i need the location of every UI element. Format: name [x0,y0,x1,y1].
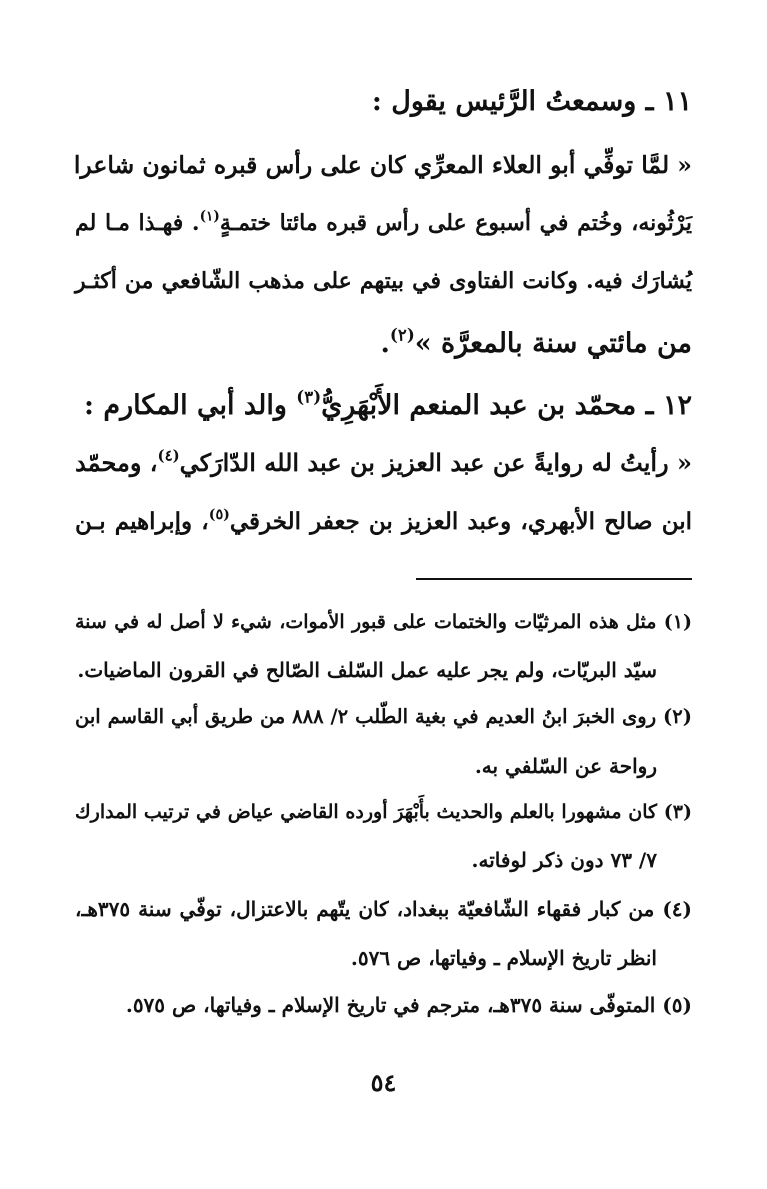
text-line-6 [75,507,693,535]
footnote-5: (٥) المتوفّى سنة ٣٧٥هـ، مترجم في تاريخ الإسلام ـ وفياتها، ص ٥٧٥. [125,993,692,1017]
text-line-3: يُشارَك فيه. وكانت الفتاوى في بيتهم على مذهب الشّافعي من أكثـر [75,268,692,294]
text-line-6-part-a: ابن صالح الأبهري، وعبد العزيز بن جعفر الخرقي [229,508,693,535]
footnote-3-line-2: ٧/ ٧٣ دون ذكر لوفاته. [471,848,657,872]
footnote-2-line-1: (٢) روى الخبرَ ابنُ العديم في بغية الطّلب ٢/ ٨٨٨ من طريق أبي القاسم ابن [75,705,692,728]
footnote-ref-4: (٤) [157,446,180,465]
text-line-1: « لمَّا توفِّي أبو العلاء المعرِّي كان على رأس قبره ثمانون شاعرا [73,151,692,179]
footnote-1-line-2: سيّد البريّات، ولم يجر عليه عمل السّلف الصّالح في القرون الماضيات. [77,658,657,682]
footnote-4-line-1: (٤) من كبار فقهاء الشّافعيّة ببغداد، كان يتّهم بالاعتزال، توفّي سنة ٣٧٥هـ، [75,897,692,921]
heading-entry-11: ١١ ـ وسمعتُ الرَّئيس يقول : [371,86,692,117]
footnote-ref-3: (٣) [296,386,322,407]
footnote-separator [416,578,692,580]
heading-entry-12 [84,386,692,421]
text-line-4-part-a: من مائتي سنة بالمعرَّة » [414,328,692,359]
footnote-1-line-1: (١) مثل هذه المرثيّات والختمات على قبور الأموات، شيء لا أصل له في سنة [75,611,692,633]
footnote-ref-1: (١) [199,208,220,225]
text-line-5-part-b: ، ومحمّد [75,448,158,477]
text-line-6-part-b: ، وإبراهيم بـن [75,508,209,535]
text-line-2 [75,208,692,236]
footnote-2-line-2: رواحة عن السّلفي به. [474,754,657,778]
footnote-3-line-1: (٣) كان مشهورا بالعلم والحديث بأَبْهَرَ أورده القاضي عياض في ترتيب المدارك [75,801,692,823]
text-line-4 [380,324,693,359]
text-line-2-part-b: . فهـذا مـا لم [75,210,200,236]
text-line-5-part-a: « رأيتُ له روايةً عن عبد العزيز بن عبد الله الدّارَكي [179,448,692,477]
text-line-4-part-b: . [380,328,390,359]
heading-entry-12-part-b: والد أبي المكارم : [84,390,297,421]
footnote-ref-5: (٥) [208,507,230,524]
footnote-4-line-2: انظر تاريخ الإسلام ـ وفياتها، ص ٥٧٦. [350,946,657,970]
footnote-ref-2: (٢) [389,324,415,345]
heading-entry-12-part-a: ١٢ ـ محمّد بن عبد المنعم الأَبْهَرِيُّ [321,390,692,421]
text-line-2-part-a: يَرْثُونه، وخُتم في أسبوع على رأس قبره مائتا ختمـةٍ [219,210,692,236]
page-number: ٥٤ [370,1068,397,1097]
text-line-5 [75,446,692,477]
